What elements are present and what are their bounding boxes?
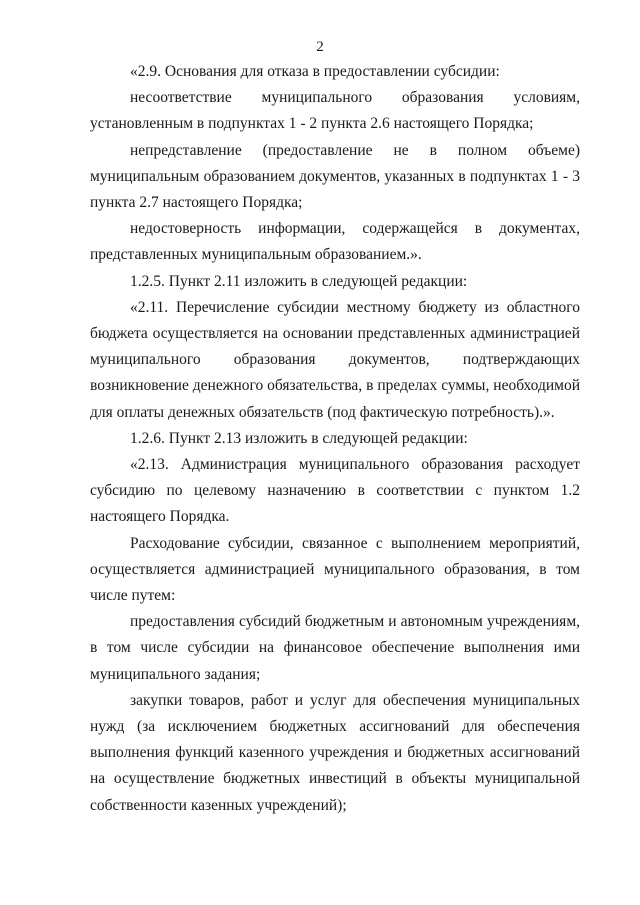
paragraph-spending: Расходование субсидии, связанное с выполнением мероприятий, осуществляется администрацией муниципального образования, в том числе путем:	[90, 534, 580, 605]
document-body	[90, 59, 580, 819]
page-number: 2	[316, 39, 324, 55]
paragraph-procurement: закупки товаров, работ и услуг для обеспечения муниципальных нужд (за исключением бюджетных ассигнований для обеспечения выполнения функций казенного учреждения и бюджетных ассигнований на осуществление бюджетных инвестиций в объекты муниципальной собственности казенных учреждений);	[90, 691, 580, 814]
paragraph-subsidies-institutions: предоставления субсидий бюджетным и автономным учреждениям, в том числе субсидии на финансовое обеспечение выполнения ими муниципального задания;	[90, 613, 580, 683]
paragraph-2-13: «2.13. Администрация муниципального образования расходует субсидию по целевому назначению в соответствии с пунктом 1.2 настоящего Порядка.	[90, 456, 580, 526]
paragraph-1-2-5: 1.2.5. Пункт 2.11 изложить в следующей редакции:	[130, 272, 468, 290]
paragraph-nonconformity: несоответствие муниципального образования условиям, установленным в подпунктах 1 - 2 пункта 2.6 настоящего Порядка;	[90, 89, 580, 133]
paragraph-unreliability: недостоверность информации, содержащейся в документах, представленных муниципальным образованием.».	[90, 220, 580, 264]
paragraph-1-2-6: 1.2.6. Пункт 2.13 изложить в следующей редакции:	[130, 429, 468, 447]
paragraph-nonsubmission: непредставление (предоставление не в полном объеме) муниципальным образованием документов, указанных в подпунктах 1 - 3 пункта 2.7 настоящего Порядка;	[90, 141, 580, 212]
paragraph-2-11: «2.11. Перечисление субсидии местному бюджету из областного бюджета осуществляется на основании представленных администрацией муниципального образования документов, подтверждающих возникновение денежного обязательства, в пределах суммы, необходимой для оплаты денежных обязательств (под фактическую потребность).».	[90, 298, 580, 421]
paragraph-2-9-heading: «2.9. Основания для отказа в предоставлении субсидии:	[130, 63, 500, 80]
